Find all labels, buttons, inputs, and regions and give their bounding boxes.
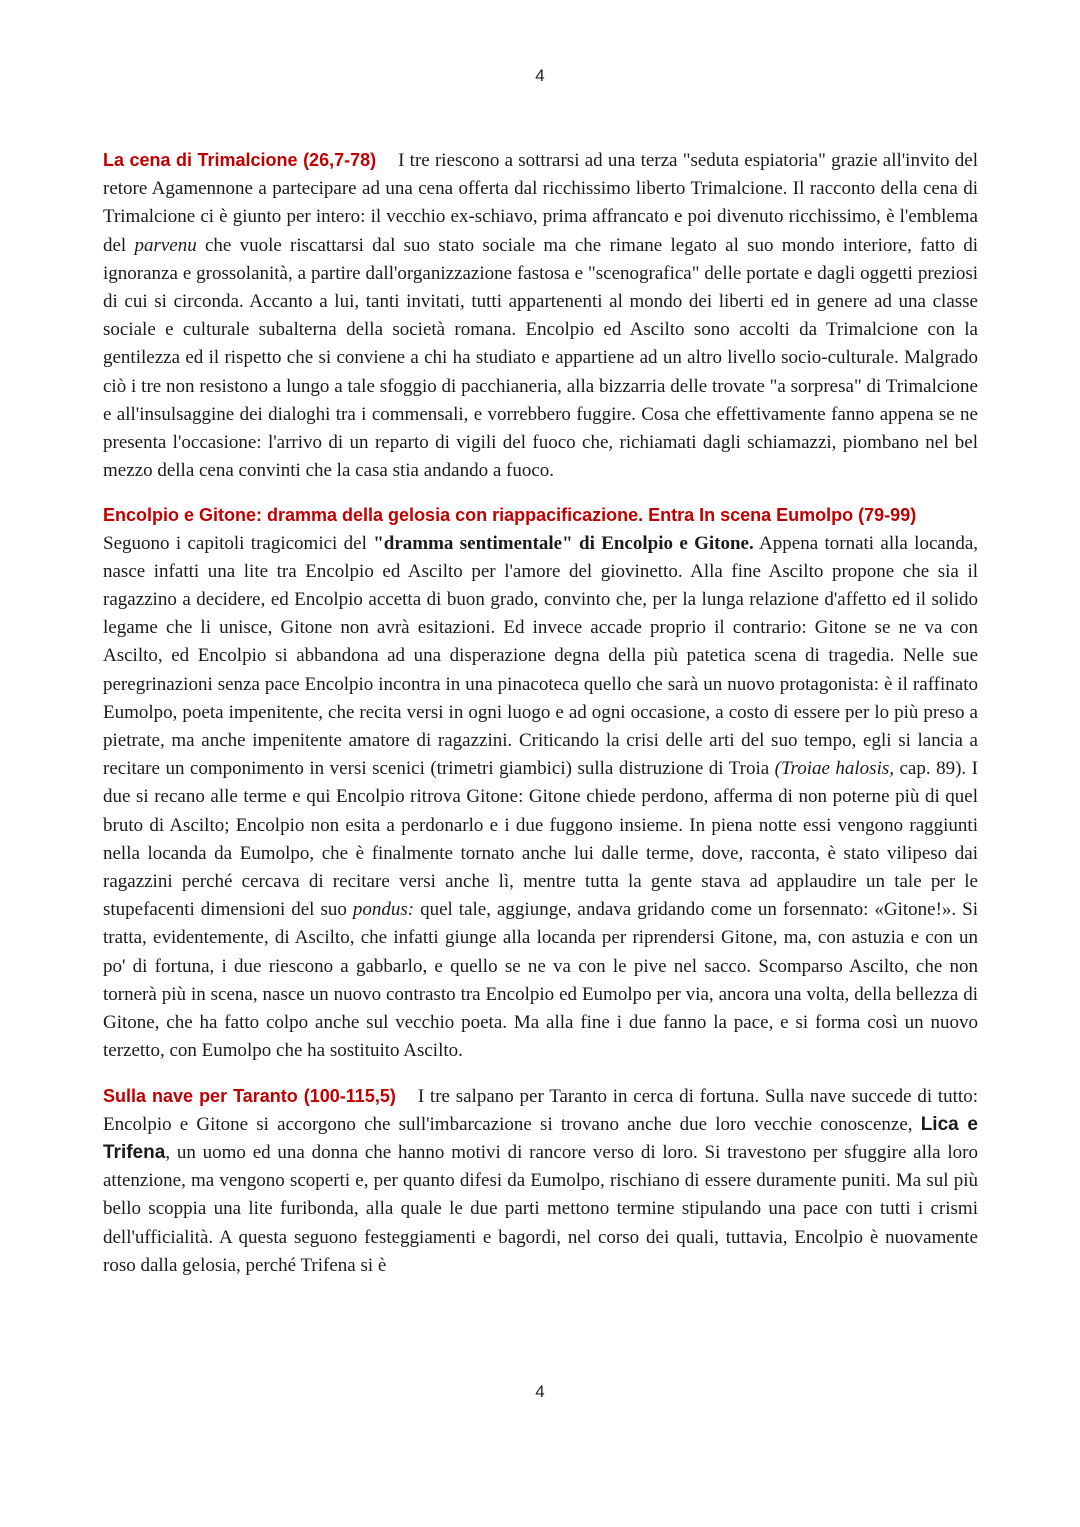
section-heading-ref: (26,7-78) [303, 150, 377, 170]
paragraph-text: Seguono i capitoli tragicomici del [103, 532, 374, 554]
page-number-bottom: 4 [535, 1382, 545, 1401]
paragraph-text: quel tale, aggiunge, andava gridando come un forsennato: «Gitone!». Si tratta, evidentemente, di Ascilto, che infatti giunge alla locanda per riprendersi Gitone, ma, con astuzia e con un po' di fortuna, i due riescono a gabbarlo, e quello se ne va con le pive nel sacco. Scomparso Ascilto, che non tornerà più in scena, nasce un nuovo contrasto tra Encolpio ed Eumolpo per via, ancora una volta, della bellezza di Gitone, che ha fatto colpo anche sul vecchio poeta. Ma alla fine i due fanno la pace, e si forma così un nuovo terzetto, con Eumolpo che ha sostituito Ascilto. [103, 899, 978, 1062]
paragraph-text: I tre riescono a sottrarsi ad una terza "seduta espiatoria" grazie all'invito del retore Agamennone a partecipare ad una cena offerta dal ricchissimo liberto Trimalcione. Il racconto della cena di Trimalcione ci è giunto per intero: il vecchio ex-schiavo, prima affrancato e poi divenuto ricchissimo, è l'emblema del [103, 150, 978, 256]
page-number-top: 4 [535, 66, 545, 85]
italic-term: parvenu [134, 234, 197, 256]
document-body [103, 146, 978, 1296]
section-heading [103, 150, 376, 170]
paragraph-text: cap. 89). I due si recano alle terme e qui Encolpio ritrova Gitone: Gitone chiede perdono, afferma di non poterne più di quel bruto di Ascilto; Encolpio non esita a perdonarlo e i due fuggono insieme. In piena notte essi vengono raggiunti nella locanda da Eumolpo, che è finalmente tornato anche lui dalle terme, dove, racconta, è stato vilipeso dai ragazzini perché cercava di recitare versi anche lì, mentre tutta la gente stava ad applaudire un tale per le stupefacenti dimensioni del suo [103, 758, 978, 921]
section-heading: Sulla nave per Taranto (100-115,5) [103, 1085, 396, 1106]
paragraph-text: Appena tornati alla locanda, nasce infatti una lite tra Encolpio ed Ascilto per l'amore del giovinetto. Alla fine Ascilto propone che sia il ragazzino a decidere, ed Encolpio accetta di buon grado, convinto che, per la lunga relazione d'affetto ed il solido legame che li unisce, Gitone non avrà esitazioni. Ed invece accade proprio il contrario: Gitone se ne va con Ascilto, ed Encolpio si abbandona ad una disperazione degna della più patetica scena di tragedia. Nelle sue peregrinazioni senza pace Encolpio incontra in una pinacoteca quello che sarà un nuovo protagonista: è il raffinato Eumolpo, poeta impenitente, che recita versi in ogni luogo e ad ogni occasione, a costo di essere per lo più preso a pietrate, ma anche impenitente amatore di ragazzini. Criticando la crisi delle arti del suo tempo, egli si lancia a recitare un componimento in versi scenici (trimetri giambici) sulla distruzione di Troia [103, 532, 979, 780]
italic-term: pondus: [352, 899, 415, 921]
italic-term: (Troiae halosis, [774, 758, 894, 780]
section-nave-taranto [103, 1082, 978, 1280]
section-cena-trimalcione [103, 146, 978, 485]
section-heading: Encolpio e Gitone: dramma della gelosia con riappacificazione. Entra In scena Eumolpo (79-99) [103, 505, 917, 526]
bold-phrase: "dramma sentimentale" di Encolpio e Gitone. [373, 532, 754, 554]
paragraph-text: che vuole riscattarsi dal suo stato sociale ma che rimane legato al suo mondo interiore, fatto di ignoranza e grossolanità, a partire dall'organizzazione fastosa e "scenografica" delle portate e dagli oggetti preziosi di cui si circonda. Accanto a lui, tanti invitati, tutti appartenenti al mondo dei liberti ed in genere ad una classe sociale e culturale subalterna della società romana. Encolpio ed Ascilto sono accolti da Trimalcione con la gentilezza ed il rispetto che si conviene a chi ha studiato e appartiene ad un altro livello socio-culturale. Malgrado ciò i tre non resistono a lungo a tale sfoggio di pacchianeria, alla bizzarria delle trovate "a sorpresa" di Trimalcione e all'insulsaggine dei dialoghi tra i commensali, e vorrebbero fuggire. Cosa che effettivamente fanno appena se ne presenta l'occasione: l'arrivo di un reparto di vigili del fuoco che, richiamati dagli schiamazzi, piombano nel bel mezzo della cena convinti che la casa stia andando a fuoco. [103, 234, 978, 482]
bold-phrase: Lica e Trifena [103, 1113, 978, 1163]
paragraph-text: I tre salpano per Taranto in cerca di fortuna. Sulla nave succede di tutto: Encolpio e Gitone si accorgono che sull'imbarcazione si trovano anche due loro vecchie conoscenze, [103, 1085, 978, 1135]
paragraph-text: , un uomo ed una donna che hanno motivi di rancore verso di loro. Si travestono per sfuggire alla loro attenzione, ma vengono scoperti e, per quanto difesi da Eumolpo, rischiano di essere duramente puniti. Ma sul più bello scoppia una lite furibonda, alla quale le due parti mettono termine stipulando una pace con tutti i crismi dell'ufficialità. A questa seguono festeggiamenti e bagordi, nel corso dei quali, tuttavia, Encolpio è nuovamente roso dalla gelosia, perché Trifena si è [103, 1141, 978, 1276]
section-heading-title: La cena di Trimalcione [103, 150, 298, 170]
section-encolpio-gitone [103, 501, 978, 1065]
